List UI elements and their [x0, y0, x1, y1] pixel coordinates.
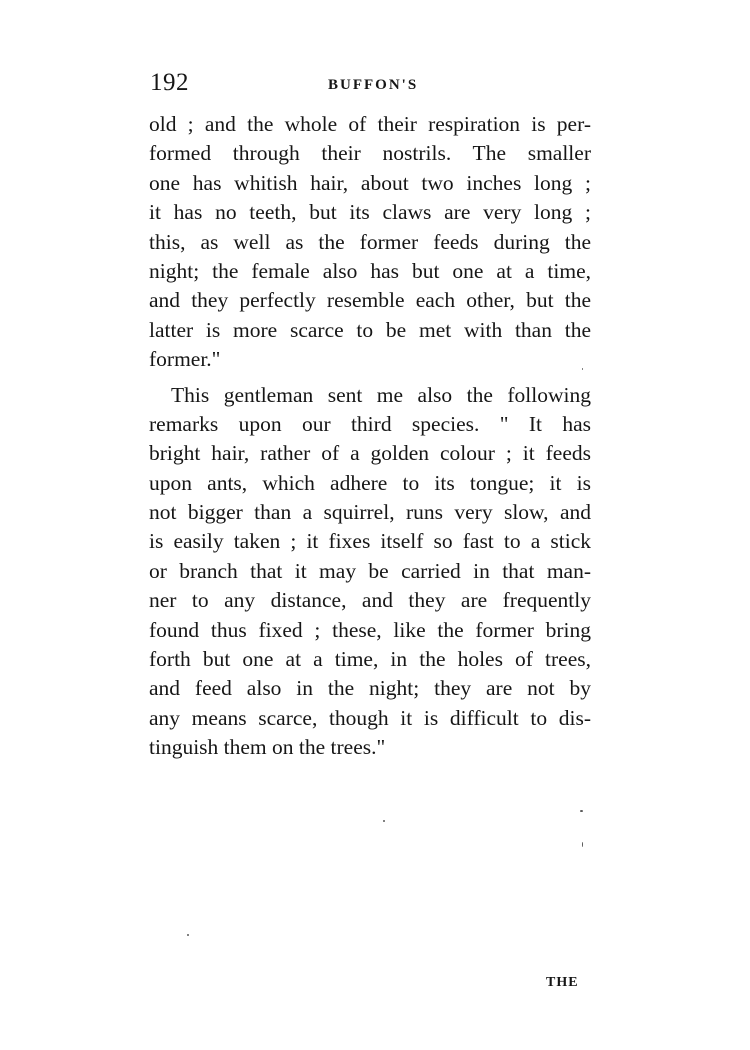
text-line: found thus fixed ; these, like the former bring	[149, 617, 591, 642]
ink-speck	[383, 820, 385, 822]
text-line: one has whitish hair, about two inches long ;	[149, 170, 591, 195]
body-text	[149, 110, 591, 763]
text-line: latter is more scarce to be met with than the	[149, 317, 591, 342]
text-line: and feed also in the night; they are not by	[149, 676, 591, 701]
text-line: not bigger than a squirrel, runs very slow, and	[149, 500, 591, 525]
ink-speck	[580, 810, 583, 812]
text-line: or branch that it may be carried in that man-	[149, 558, 591, 583]
text-line: forth but one at a time, in the holes of trees,	[149, 647, 591, 672]
catchword: THE	[546, 975, 579, 990]
text-line: night; the female also has but one at a time,	[149, 258, 591, 283]
text-line: and they perfectly resemble each other, but the	[149, 288, 591, 313]
text-line: old ; and the whole of their respiration is per-	[149, 112, 591, 136]
paragraph-1	[149, 110, 591, 375]
ink-speck	[582, 368, 583, 370]
page-header	[150, 68, 592, 104]
text-line: formed through their nostrils. The smaller	[149, 141, 591, 166]
text-line: upon ants, which adhere to its tongue; it is	[149, 470, 591, 495]
text-line: bright hair, rather of a golden colour ; it feeds	[149, 441, 591, 466]
text-line: remarks upon our third species. " It has	[149, 411, 591, 436]
text-line: ner to any distance, and they are frequently	[149, 588, 591, 613]
text-line: former."	[149, 347, 221, 372]
text-line: any means scarce, though it is difficult to dis-	[149, 705, 591, 730]
ink-speck	[582, 842, 583, 847]
text-line: it has no teeth, but its claws are very long ;	[149, 200, 591, 225]
text-line: tinguish them on the trees."	[149, 735, 386, 760]
page-number: 192	[150, 69, 189, 96]
running-head: BUFFON'S	[328, 77, 419, 93]
text-line: This gentleman sent me also the following	[171, 382, 591, 407]
ink-speck	[187, 934, 189, 936]
paragraph-2	[149, 381, 591, 763]
text-line: this, as well as the former feeds during the	[149, 229, 591, 254]
text-line: is easily taken ; it fixes itself so fast to a stick	[149, 529, 591, 554]
